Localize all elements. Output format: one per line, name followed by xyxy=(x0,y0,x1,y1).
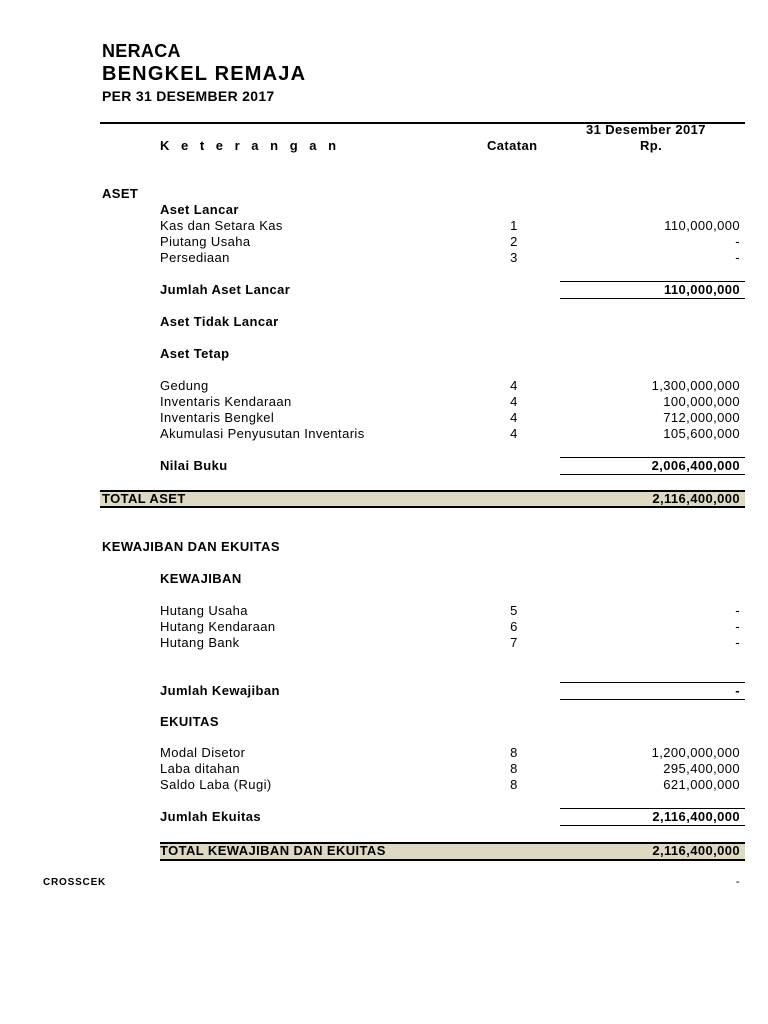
row-label: Inventaris Bengkel xyxy=(160,410,275,425)
row-label: Akumulasi Penyusutan Inventaris xyxy=(160,426,365,441)
row-value: - xyxy=(735,603,740,618)
subheading-kewajiban: KEWAJIBAN xyxy=(160,571,242,586)
subtotal-value-nilai-buku: 2,006,400,000 xyxy=(651,458,740,473)
total-aset-value: 2,116,400,000 xyxy=(652,491,740,506)
row-value: - xyxy=(735,635,740,650)
row-note: 8 xyxy=(510,777,518,792)
row-label: Saldo Laba (Rugi) xyxy=(160,777,272,792)
subtotal-value-ekuitas: 2,116,400,000 xyxy=(652,809,740,824)
total-aset-label: TOTAL ASET xyxy=(102,491,186,506)
column-header-currency: Rp. xyxy=(640,138,663,153)
subtotal-label-nilai-buku: Nilai Buku xyxy=(160,458,228,473)
subtotal-label-ekuitas: Jumlah Ekuitas xyxy=(160,809,261,824)
row-label: Inventaris Kendaraan xyxy=(160,394,292,409)
subtotal-rule xyxy=(560,825,745,826)
row-note: 7 xyxy=(510,635,518,650)
subheading-aset-tidak-lancar: Aset Tidak Lancar xyxy=(160,314,279,329)
row-value: 621,000,000 xyxy=(663,777,740,792)
row-value: 712,000,000 xyxy=(663,410,740,425)
column-header-keterangan: K e t e r a n g a n xyxy=(160,138,341,153)
report-period: PER 31 DESEMBER 2017 xyxy=(102,88,275,104)
subtotal-label-kewajiban: Jumlah Kewajiban xyxy=(160,683,280,698)
row-value: 1,300,000,000 xyxy=(651,378,740,393)
row-note: 1 xyxy=(510,218,518,233)
section-heading-aset: ASET xyxy=(102,186,139,201)
row-label: Persediaan xyxy=(160,250,230,265)
subtotal-rule xyxy=(560,699,745,700)
row-label: Modal Disetor xyxy=(160,745,246,760)
row-note: 4 xyxy=(510,378,518,393)
subheading-aset-tetap: Aset Tetap xyxy=(160,346,230,361)
row-value: - xyxy=(735,234,740,249)
row-label: Piutang Usaha xyxy=(160,234,251,249)
subtotal-rule xyxy=(560,474,745,475)
total-rule xyxy=(100,506,745,508)
subtotal-value-kewajiban: - xyxy=(735,683,740,698)
row-value: 110,000,000 xyxy=(664,218,740,233)
row-note: 4 xyxy=(510,426,518,441)
row-note: 2 xyxy=(510,234,518,249)
total-rule xyxy=(160,859,745,861)
column-header-date: 31 Desember 2017 xyxy=(586,122,706,137)
row-label: Hutang Bank xyxy=(160,635,240,650)
row-value: 100,000,000 xyxy=(663,394,740,409)
total-kewajiban-ekuitas-label: TOTAL KEWAJIBAN DAN EKUITAS xyxy=(160,843,386,858)
row-note: 4 xyxy=(510,394,518,409)
row-note: 8 xyxy=(510,745,518,760)
subtotal-rule xyxy=(560,298,745,299)
row-note: 3 xyxy=(510,250,518,265)
subheading-aset-lancar: Aset Lancar xyxy=(160,202,239,217)
row-label: Kas dan Setara Kas xyxy=(160,218,283,233)
row-label: Hutang Kendaraan xyxy=(160,619,276,634)
row-label: Gedung xyxy=(160,378,209,393)
column-header-catatan: Catatan xyxy=(487,138,538,153)
row-note: 4 xyxy=(510,410,518,425)
report-title: NERACA xyxy=(102,41,181,61)
crosscek-value: - xyxy=(735,876,740,888)
row-note: 8 xyxy=(510,761,518,776)
subtotal-value-aset-lancar: 110,000,000 xyxy=(664,282,740,297)
row-value: 105,600,000 xyxy=(663,426,740,441)
section-heading-kewajiban-ekuitas: KEWAJIBAN DAN EKUITAS xyxy=(102,539,280,554)
row-note: 6 xyxy=(510,619,518,634)
row-value: 295,400,000 xyxy=(663,761,740,776)
crosscek-label: CROSSCEK xyxy=(43,877,107,888)
row-value: - xyxy=(735,619,740,634)
company-name: BENGKEL REMAJA xyxy=(102,63,307,85)
row-label: Hutang Usaha xyxy=(160,603,248,618)
row-value: 1,200,000,000 xyxy=(651,745,740,760)
row-note: 5 xyxy=(510,603,518,618)
row-value: - xyxy=(735,250,740,265)
total-kewajiban-ekuitas-value: 2,116,400,000 xyxy=(652,843,740,858)
row-label: Laba ditahan xyxy=(160,761,240,776)
subtotal-label-aset-lancar: Jumlah Aset Lancar xyxy=(160,282,291,297)
subheading-ekuitas: EKUITAS xyxy=(160,714,219,729)
